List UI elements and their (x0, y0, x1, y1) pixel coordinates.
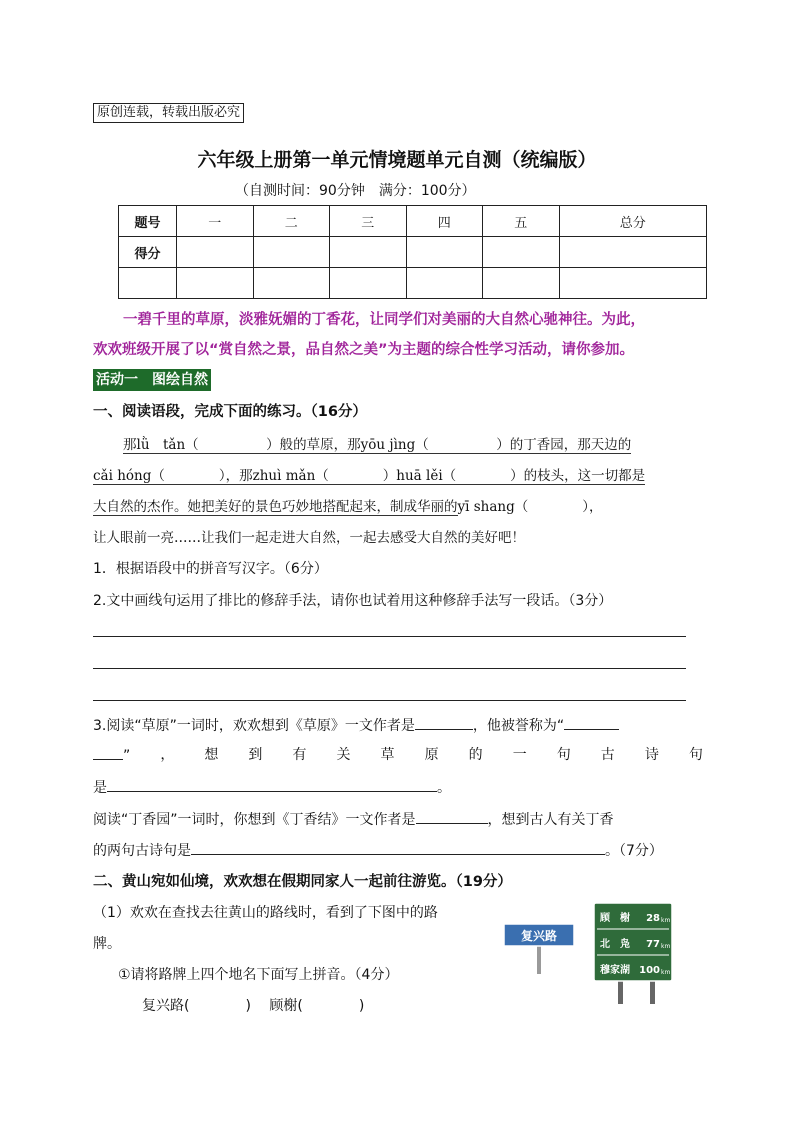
question-2-1-sub: ①请将路牌上四个地名下面写上拼音。（4分） (118, 967, 399, 983)
sign-place-1: 顾 榭 (600, 913, 630, 924)
question-1-3-line-1: 3.阅读“草原”一词时，欢欢想到《草原》一文作者是 ，他被誉称为“ (93, 714, 703, 735)
small-sign-text: 复兴路 (520, 929, 558, 943)
score-cell[interactable] (177, 237, 254, 268)
road-sign-illustration (500, 898, 680, 1006)
score-cell[interactable] (559, 268, 707, 299)
big-sign-pole (618, 978, 623, 1004)
answer-line[interactable] (93, 636, 686, 637)
score-cell[interactable] (406, 268, 483, 299)
sign-unit-2: km (661, 943, 671, 950)
question-2-1-blanks[interactable]: 复兴路( ) 顾榭( ) (142, 998, 365, 1014)
question-1-3-line-5: 的两句古诗句是 。（7分） (93, 839, 663, 860)
page-title: 六年级上册第一单元情境题单元自测（统编版） (197, 149, 597, 171)
answer-blank[interactable] (93, 744, 123, 760)
section-2-heading: 二、黄山宛如仙境，欢欢想在假期同家人一起前往游览。（19分） (93, 874, 512, 890)
score-cell[interactable] (330, 268, 407, 299)
score-table-header-cell: 总分 (559, 206, 707, 237)
intro-paragraph (93, 305, 711, 365)
passage-line-4: 让人眼前一亮……让我们一起走进大自然，一起去感受大自然的美好吧！ (93, 530, 525, 546)
score-table-header-cell: 四 (406, 206, 483, 237)
page-subtitle: （自测时间：90分钟 满分：100分） (235, 183, 476, 199)
score-table-header-cell: 题号 (119, 206, 177, 237)
score-table-header-cell: 五 (483, 206, 560, 237)
road-sign-svg (500, 898, 680, 1006)
score-cell[interactable] (119, 268, 177, 299)
sign-dist-2: 77 (646, 939, 660, 950)
sign-place-3: 穆家湖 (600, 965, 630, 976)
answer-blank[interactable] (564, 714, 619, 730)
score-table-header-row (119, 206, 707, 237)
intro-line-1: 一碧千里的草原，淡雅妩媚的丁香花，让同学们对美丽的大自然心驰神往。为此， (123, 312, 645, 328)
sign-unit-1: km (661, 917, 671, 924)
question-1-1: 1．根据语段中的拼音写汉字。（6分） (93, 561, 328, 577)
score-table-header-cell: 一 (177, 206, 254, 237)
reading-passage (93, 430, 703, 554)
activity-label: 活动一 图绘自然 (93, 369, 211, 391)
score-cell[interactable] (406, 237, 483, 268)
passage-line-1: 那lǜ tǎn（ ）般的草原，那yōu jìng（ ）的丁香园，那天边的 (123, 437, 632, 453)
answer-blank[interactable] (416, 808, 488, 824)
score-table-header-cell: 三 (330, 206, 407, 237)
score-cell[interactable] (483, 237, 560, 268)
score-cell[interactable] (330, 237, 407, 268)
score-cell[interactable] (177, 268, 254, 299)
answer-blank[interactable] (415, 714, 473, 730)
copyright-notice: 原创连载，转载出版必究 (93, 103, 244, 123)
answer-blank[interactable] (191, 839, 605, 855)
score-cell[interactable] (559, 237, 707, 268)
passage-line-2: cǎi hóng（ ），那zhuì mǎn（ ）huā lěi（ ）的枝头，这一切都是 (93, 468, 646, 484)
sign-dist-3: 100 (639, 965, 660, 976)
question-1-3-line-2: ” ， 想 到 有 关 草 原 的 一 句 古 诗 句 (93, 744, 703, 764)
score-table (118, 205, 707, 299)
intro-line-2: 欢欢班级开展了以“赏自然之景，品自然之美”为主题的综合性学习活动，请你参加。 (93, 342, 635, 358)
section-1-heading: 一、阅读语段，完成下面的练习。（16分） (93, 404, 367, 420)
question-1-3-line-4: 阅读“丁香园”一词时，你想到《丁香结》一文作者是 ，想到古人有关丁香 (93, 808, 614, 829)
score-cell[interactable] (253, 268, 330, 299)
sign-unit-3: km (661, 969, 671, 976)
score-cell[interactable] (253, 237, 330, 268)
score-table-score-row (119, 237, 707, 268)
question-1-3-line-3: 是 。 (93, 776, 451, 797)
question-2-1-line-2: 牌。 (93, 936, 121, 952)
sign-place-2: 北 凫 (600, 939, 630, 950)
score-table-header-cell: 二 (253, 206, 330, 237)
answer-line[interactable] (93, 700, 686, 701)
question-2-1-line-1: （1）欢欢在查找去往黄山的路线时，看到了下图中的路 (93, 905, 438, 921)
big-sign-pole (650, 978, 655, 1004)
question-1-2: 2.文中画线句运用了排比的修辞手法，请你也试着用这种修辞手法写一段话。（3分） (93, 593, 613, 609)
small-sign-pole (537, 942, 541, 974)
answer-line[interactable] (93, 668, 686, 669)
answer-blank[interactable] (107, 776, 437, 792)
passage-line-3: 大自然的杰作。她把美好的景色巧妙地搭配起来，制成华丽的yī shang（ ）， (93, 499, 603, 515)
sign-dist-1: 28 (646, 913, 660, 924)
score-row-label: 得分 (119, 237, 177, 268)
score-cell[interactable] (483, 268, 560, 299)
score-table-empty-row (119, 268, 707, 299)
